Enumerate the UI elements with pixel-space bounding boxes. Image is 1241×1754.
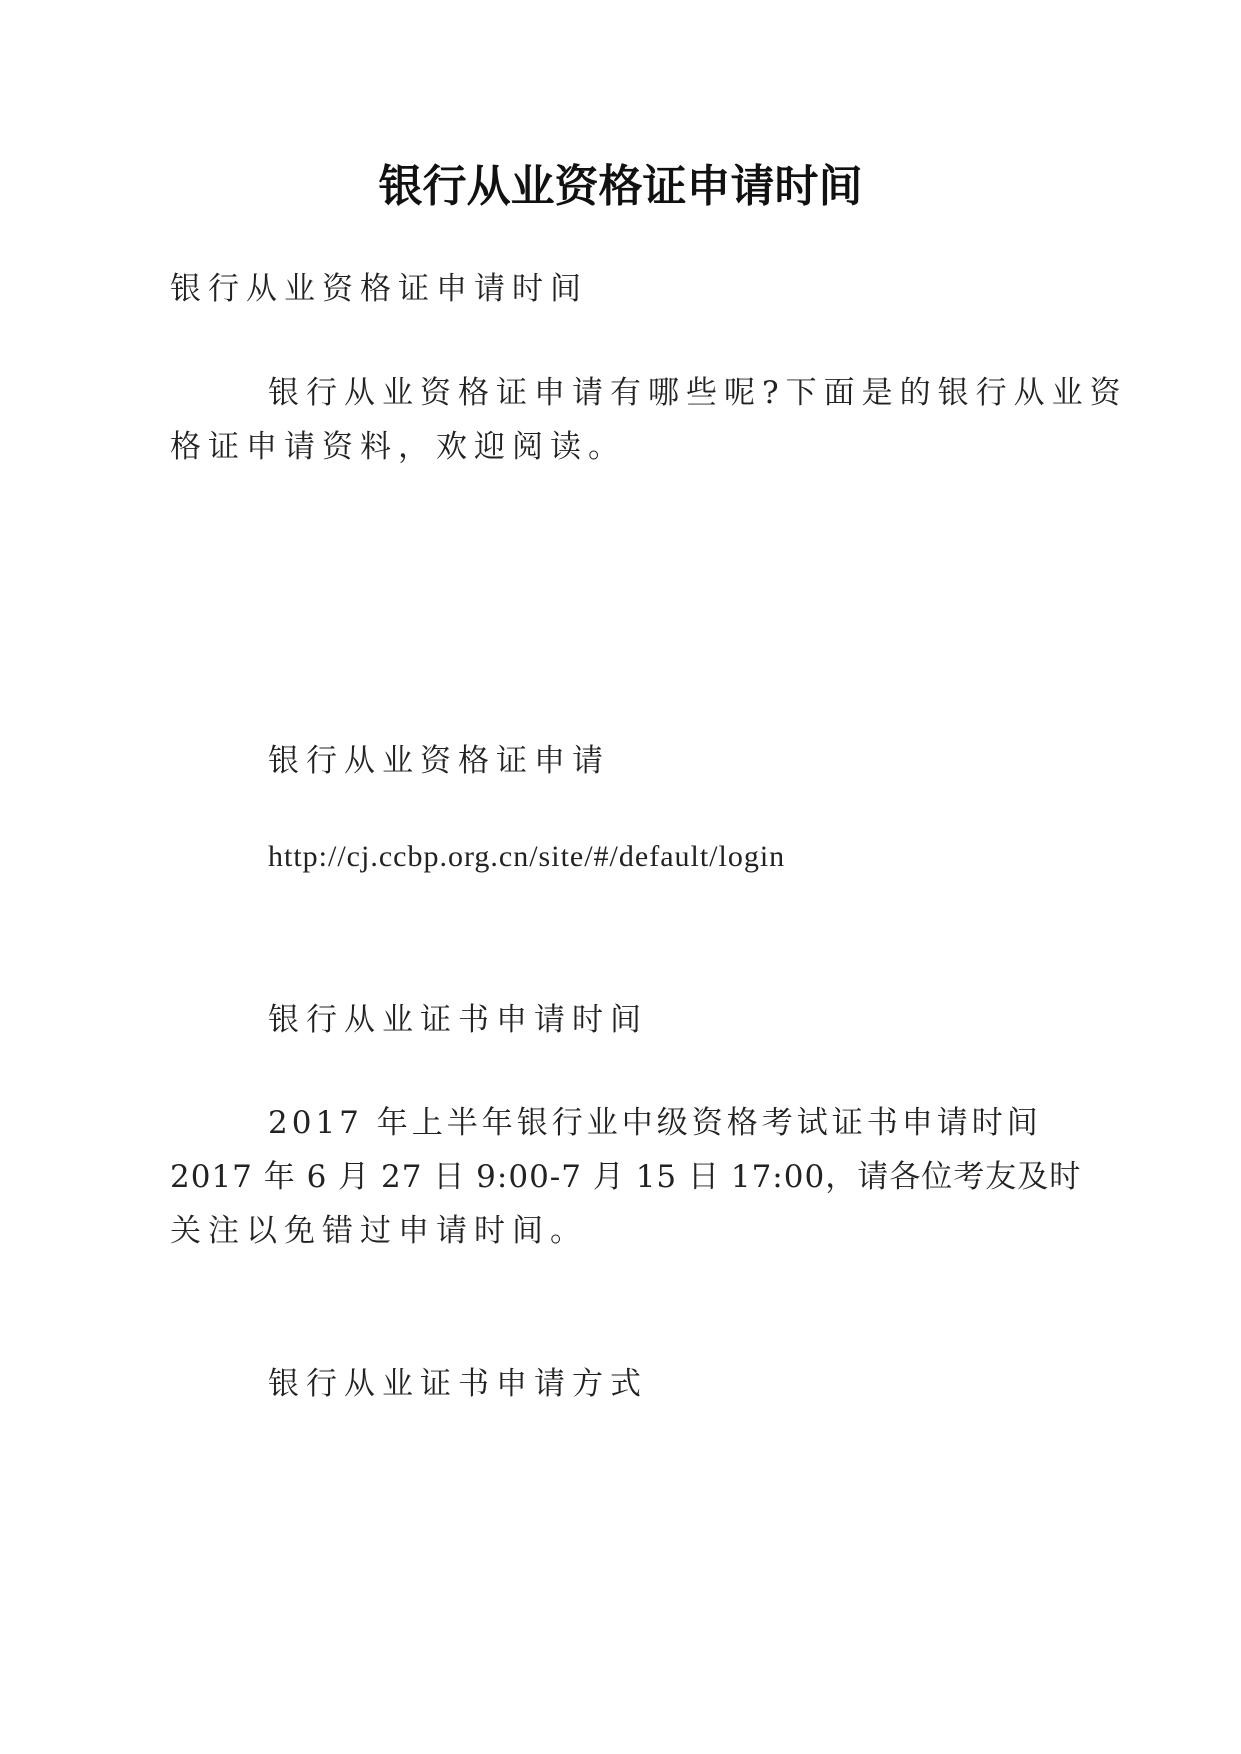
page-title: 银行从业资格证申请时间 xyxy=(378,161,863,212)
section-heading-apply: 银行从业资格证申请 xyxy=(268,743,610,779)
apply-time-line-1: 2017 年上半年银行业中级资格考试证书申请时间 xyxy=(268,1105,1042,1141)
intro-line-2: 格证申请资料，欢迎阅读。 xyxy=(170,429,626,465)
apply-url: http://cj.ccbp.org.cn/site/#/default/login xyxy=(268,840,786,873)
apply-time-line-2: 2017 年 6 月 27 日 9:00-7 月 15 日 17:00，请各位考友及时 xyxy=(170,1159,1082,1195)
intro-line-1: 银行从业资格证申请有哪些呢?下面是的银行从业资 xyxy=(268,375,1128,411)
apply-time-line-3: 关注以免错过申请时间。 xyxy=(170,1213,588,1249)
section-heading-apply-time: 银行从业证书申请时间 xyxy=(268,1002,648,1038)
section-heading-apply-method: 银行从业证书申请方式 xyxy=(268,1366,648,1402)
document-subtitle: 银行从业资格证申请时间 xyxy=(170,271,588,307)
